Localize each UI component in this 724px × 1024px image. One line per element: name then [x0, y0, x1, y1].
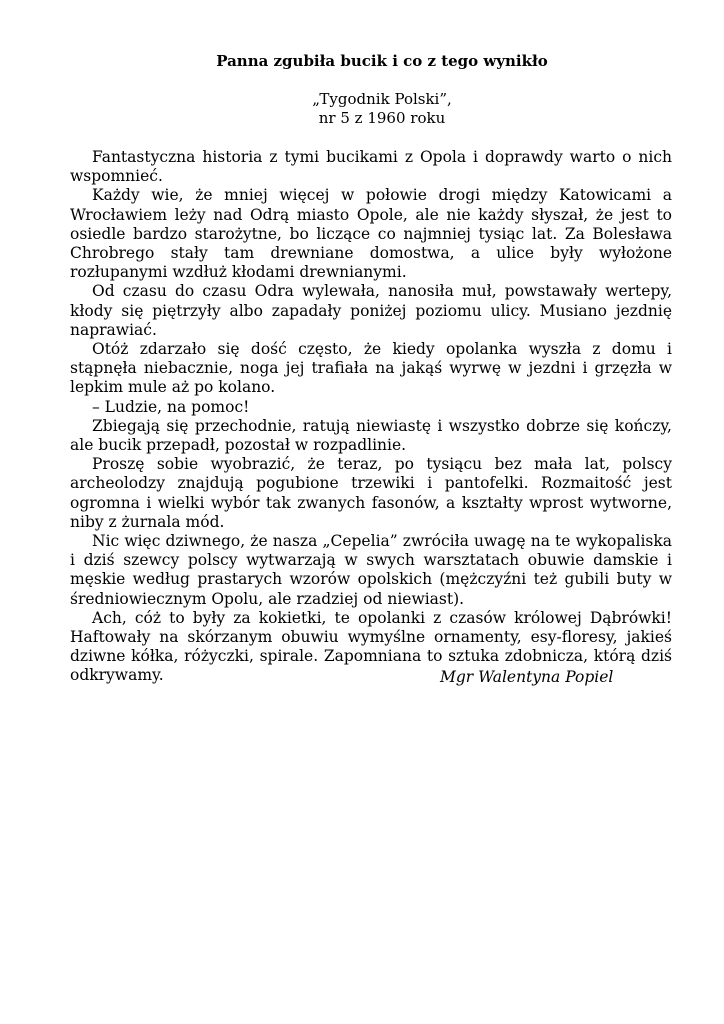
article-body [70, 148, 672, 686]
source-citation [0, 90, 724, 128]
paragraph: Zbiegają się przechodnie, ratują niewiastę i wszystko dobrze się kończy, ale bucik przepadł, pozostał w rozpadlinie. [70, 416, 672, 455]
source-publication: „Tygodnik Polski”, [312, 90, 452, 108]
paragraph: Od czasu do czasu Odra wylewała, nanosiła muł, powstawały wertepy, kłody się piętrzyły albo zapadały poniżej poziomu ulicy. Musiano jezdnię naprawiać. [70, 282, 672, 339]
paragraph: Każdy wie, że mniej więcej w połowie drogi między Katowicami a Wrocławiem leży nad Odrą miasto Opole, ale nie każdy słyszał, że jest to osiedle bardzo starożytne, bo liczące co najmniej tysiąc lat. Za Bolesława Chrobrego stały tam drewniane domostwa, a ulice były wyłożone rozłupanymi wzdłuż kłodami drewnianymi. [70, 186, 672, 282]
paragraph: Otóż zdarzało się dość często, że kiedy opolanka wyszła z domu i stąpnęła niebacznie, noga jej trafiała na jakąś wyrwę w jezdni i grzęzła w lepkim mule aż po kolano. [70, 340, 672, 397]
paragraph: Nic więc dziwnego, że nasza „Cepelia” zwróciła uwagę na te wykopaliska i dziś szewcy polscy wytwarzają w swych warsztatach obuwie damskie i męskie według prastarych wzorów opolskich (mężczyźni też gubili buty w średniowiecznym Opolu, ale rzadziej od niewiast). [70, 532, 672, 608]
article-title: Panna zgubiła bucik i co z tego wynikło [216, 52, 548, 70]
author-signature: Mgr Walentyna Popiel [440, 668, 614, 686]
paragraph: Ach, cóż to były za kokietki, te opolanki z czasów królowej Dąbrówki! Haftowały na skórzanym obuwiu wymyślne ornamenty, esy-floresy, jakieś dziwne kółka, różyczki, spirale. Zapomniana to sztuka zdobnicza, którą dziś odkrywamy. [70, 608, 672, 685]
source-issue: nr 5 z 1960 roku [318, 109, 446, 127]
paragraph: Fantastyczna historia z tymi bucikami z Opola i doprawdy warto o nich wspomnieć. [70, 148, 672, 186]
paragraph: Proszę sobie wyobrazić, że teraz, po tysiącu bez mała lat, polscy archeolodzy znajdują pogubione trzewiki i pantofelki. Rozmaitość jest ogromna i wielki wybór tak zwanych fasonów, a kształty wprost wytworne, niby z żurnala mód. [70, 455, 672, 531]
paragraph: – Ludzie, na pomoc! [92, 397, 250, 416]
